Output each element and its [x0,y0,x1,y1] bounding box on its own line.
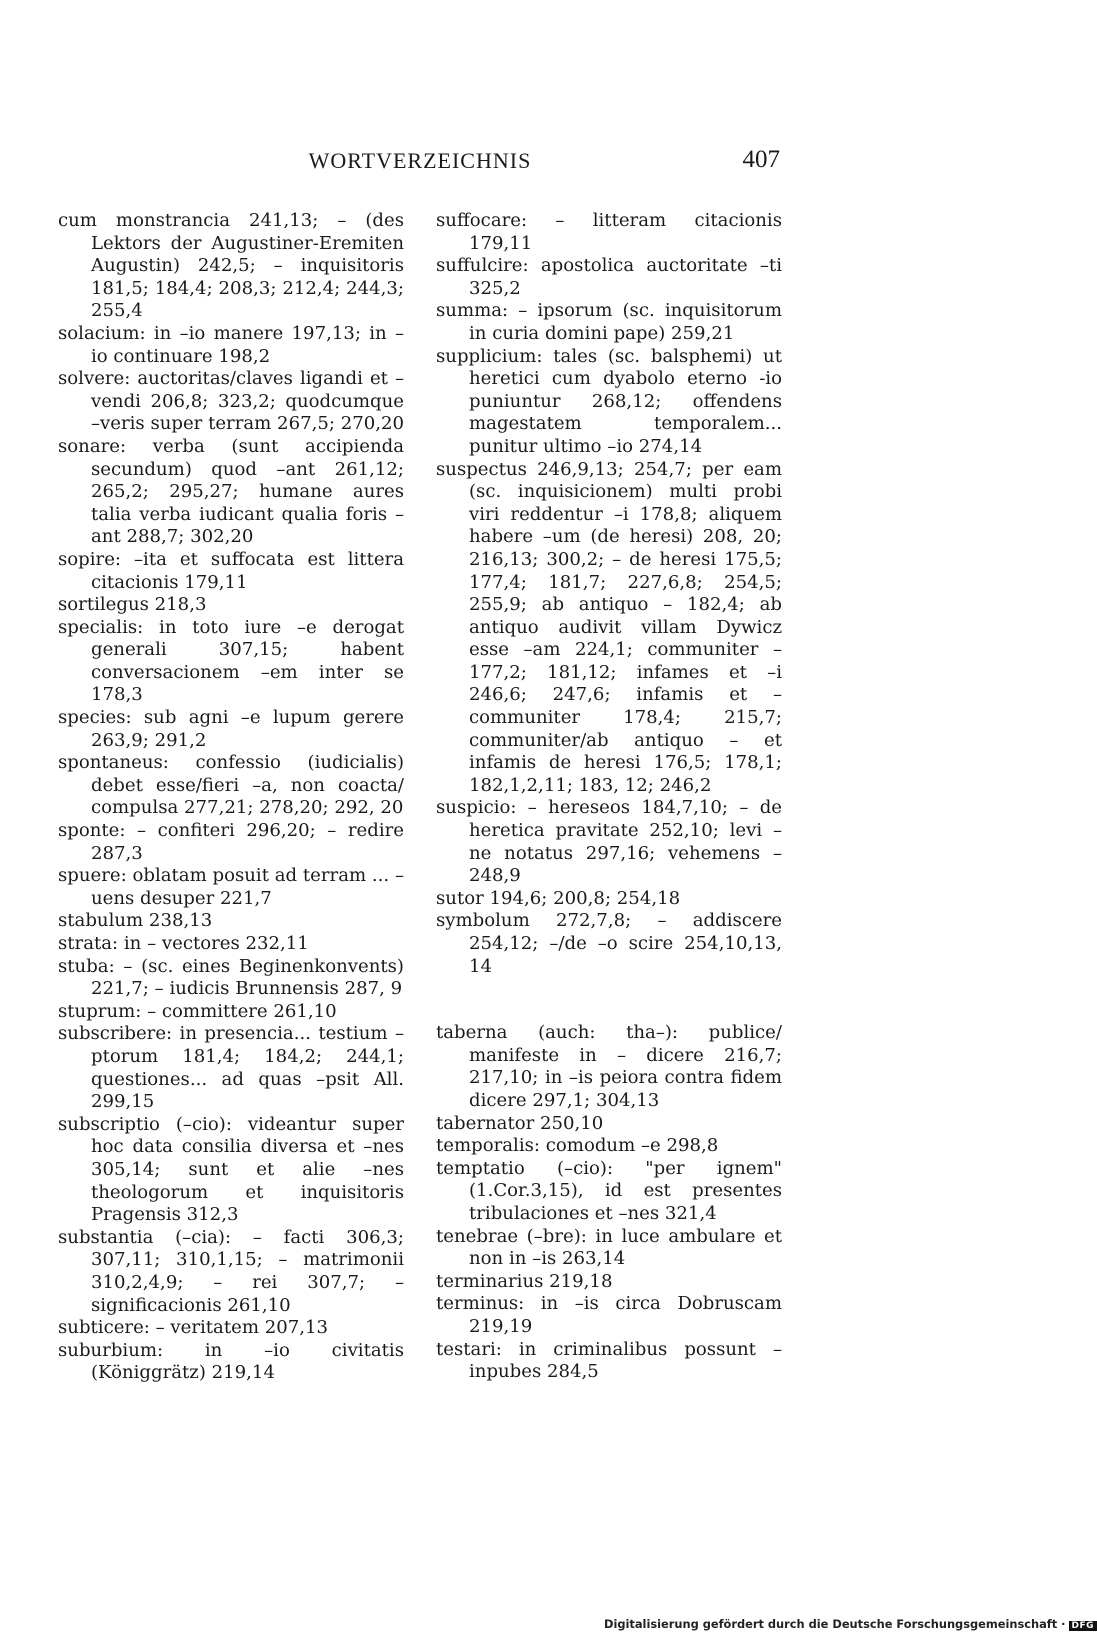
index-entry: tabernator 250,10 [436,1112,604,1134]
credit-text: Digitalisierung gefördert durch die Deutsche Forschungsgemeinschaft · [604,1617,1066,1631]
index-entry: temporalis: comodum –e 298,8 [436,1135,719,1157]
index-entry: sutor 194,6; 200,8; 254,18 [436,887,681,909]
index-entry: cum monstrancia 241,13; – (des Lektors der Augustiner-Eremiten Augustin) 242,5; – inquisitoris 181,5; 184,4; 208,3; 212,4; 244,3; 255,4 [58,210,404,322]
index-entry: substantia (–cia): – facti 306,3; 307,11; 310,1,15; – matrimonii 310,2,4,9; – rei 307,7; – significacionis 261,10 [58,1226,404,1316]
index-entry: solacium: in –io manere 197,13; in –io continuare 198,2 [58,322,404,367]
digitization-credit [604,1617,1097,1631]
index-entry: stuba: – (sc. eines Beginenkonvents) 221,7; – iudicis Brunnensis 287, 9 [58,955,404,1000]
left-column [58,210,404,1385]
index-entry: sponte: – confiteri 296,20; – redire 287,3 [58,820,404,864]
index-entry: testari: in criminalibus possunt – inpubes 284,5 [436,1338,782,1383]
page-number: 407 [742,146,780,173]
index-entry: sortilegus 218,3 [58,594,207,616]
index-entry: summa: – ipsorum (sc. inquisitorum in curia domini pape) 259,21 [436,300,782,344]
index-entry: suffulcire: apostolica auctoritate –ti 325,2 [436,255,782,299]
index-entry: suspicio: – hereseos 184,7,10; – de heretica pravitate 252,10; levi –ne notatus 297,16; vehemens – 248,9 [436,797,782,887]
index-entry: suspectus 246,9,13; 254,7; per eam (sc. inquisicionem) multi probi viri reddentur –i 178,8; aliquem habere –um (de heresi) 208, 20; 216,13; 300,2; – de heresi 175,5; 177,4; 181,7; 227,6,8; 254,5; 255,9; ab antiquo – 182,4; ab antiquo audivit villam Dywicz esse –am 224,1; communiter – 177,2; 181,12; infames et –i 246,6; 247,6; infamis et – communiter 178,4; 215,7; communiter/ab antiquo – et infamis de heresi 176,5; 178,1; 182,1,2,11; 183, 12; 246,2 [436,458,782,796]
index-entry: terminus: in –is circa Dobruscam 219,19 [436,1293,782,1337]
dfg-logo: DFG [1069,1621,1097,1631]
index-entry: specialis: in toto iure –e derogat generali 307,15; habent conversacionem –em inter se 178,3 [58,616,404,706]
right-column [436,210,782,1384]
index-entry: supplicium: tales (sc. balsphemi) ut heretici cum dyabolo eterno -io puniuntur 268,12; offendens magestatem temporalem... punitur ultimo –io 274,14 [436,345,782,457]
section-gap [436,978,782,1022]
index-entry: subscriptio (–cio): videantur super hoc data consilia diversa et –nes 305,14; sunt et alie –nes theologorum et inquisitoris Pragensis 312,3 [58,1113,404,1226]
index-entry: sopire: –ita et suffocata est littera citacionis 179,11 [58,548,404,593]
index-entry: temptatio (–cio): "per ignem" (1.Cor.3,15), id est presentes tribulaciones et –nes 321,4 [436,1157,782,1224]
index-entry: symbolum 272,7,8; – addiscere 254,12; –/de –o scire 254,10,13, 14 [436,910,782,977]
index-entry: taberna (auch: tha–): publice/ manifeste in – dicere 216,7; 217,10; in –is peiora contra fidem dicere 297,1; 304,13 [436,1022,782,1111]
index-entry: terminarius 219,18 [436,1270,613,1292]
index-entry: sonare: verba (sunt accipienda secundum) quod –ant 261,12; 265,2; 295,27; humane aures talia verba iudicant qualia foris –ant 288,7; 302,20 [58,435,404,548]
index-entry: suburbium: in –io civitatis (Königgrätz) 219,14 [58,1339,404,1384]
index-entry: suffocare: – litteram citacionis 179,11 [436,210,782,254]
index-entry: stabulum 238,13 [58,910,213,932]
index-entry: strata: in – vectores 232,11 [58,933,309,954]
index-entry: tenebrae (–bre): in luce ambulare et non in –is 263,14 [436,1225,782,1270]
index-entry: species: sub agni –e lupum gerere 263,9; 291,2 [58,707,404,751]
index-entry: spuere: oblatam posuit ad terram ... –uens desuper 221,7 [58,865,404,909]
index-entry: solvere: auctoritas/claves ligandi et –vendi 206,8; 323,2; quodcumque –veris super terram 267,5; 270,20 [58,368,405,435]
page-title: WORTVERZEICHNIS [308,148,532,173]
index-entry: spontaneus: confessio (iudicialis) debet esse/fieri –a, non coacta/ compulsa 277,21; 278,20; 292, 20 [58,752,404,819]
running-header [60,146,780,176]
index-entry: subticere: – veritatem 207,13 [58,1317,329,1339]
index-entry: subscribere: in presencia... testium –ptorum 181,4; 184,2; 244,1; questiones... ad quas –psit All. 299,15 [58,1023,404,1113]
index-entry: stuprum: – committere 261,10 [58,1000,337,1022]
